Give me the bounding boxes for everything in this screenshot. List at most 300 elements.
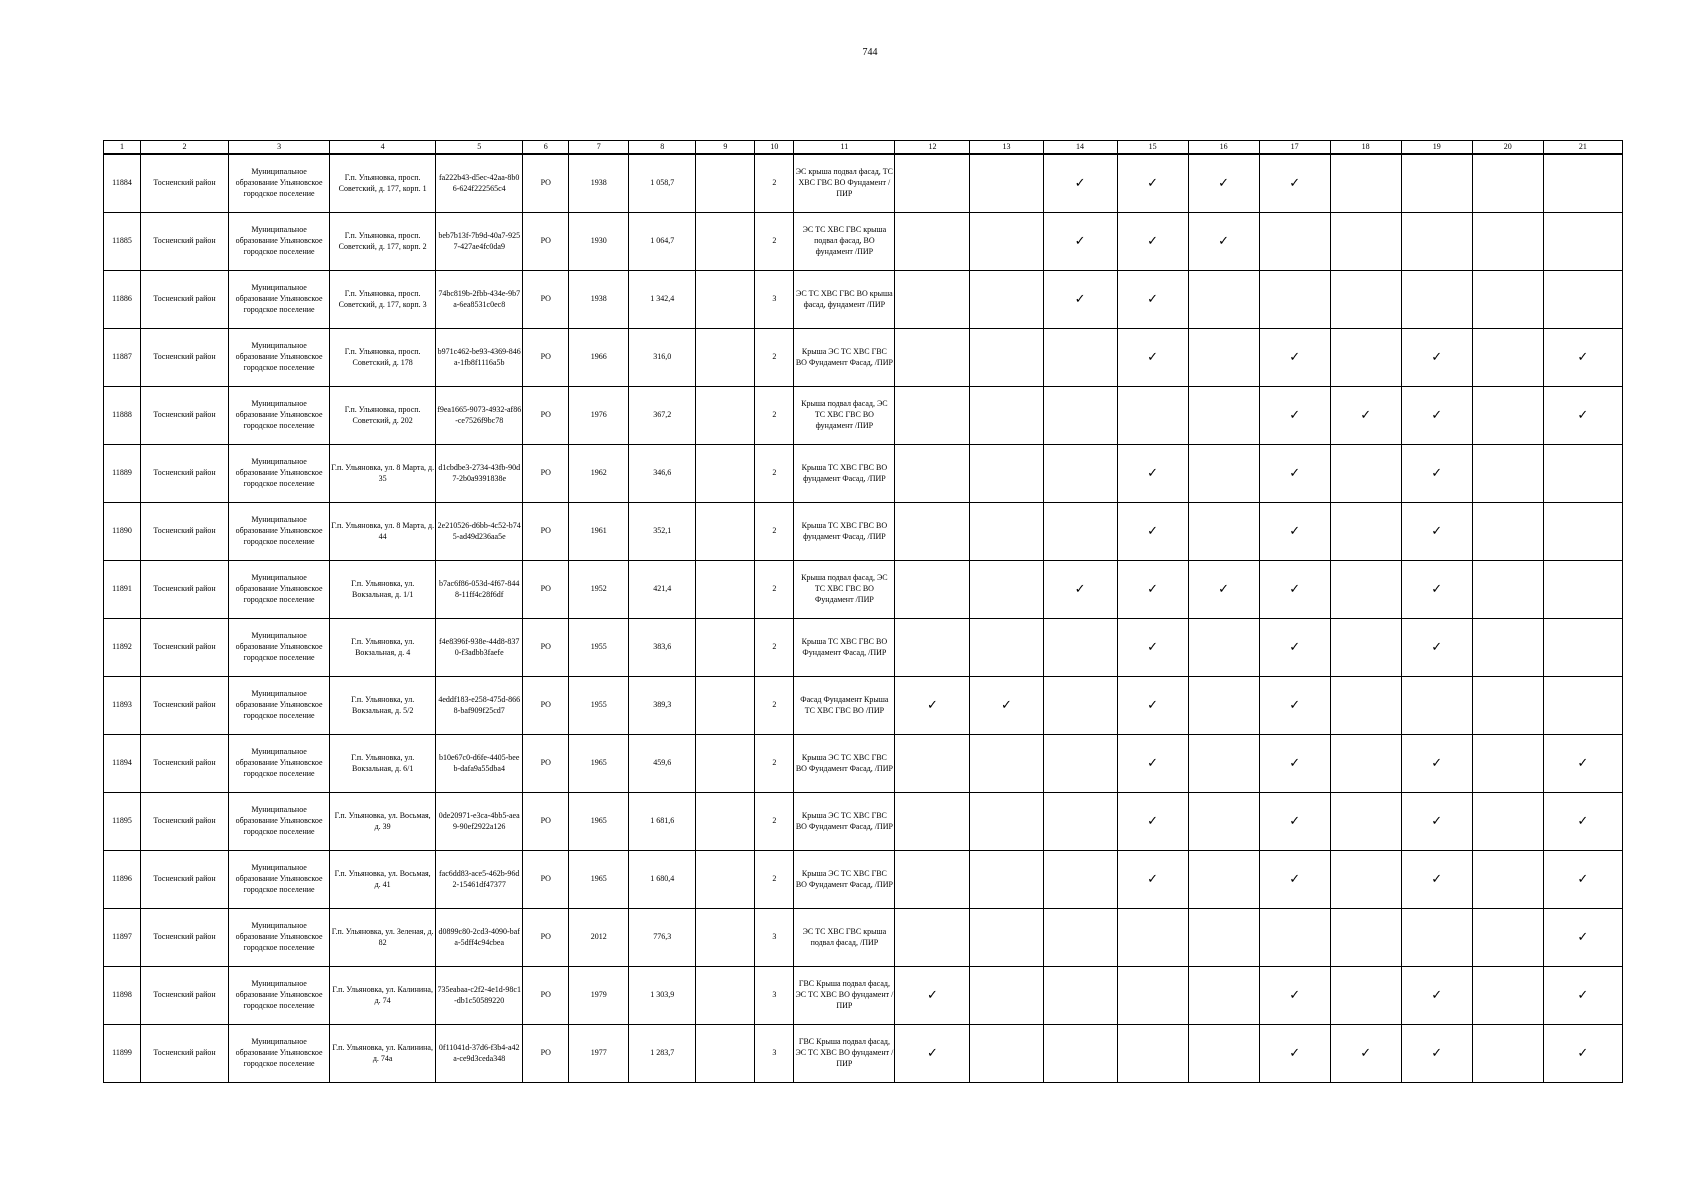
municipality-cell: Муниципальное образование Ульяновское городское поселение <box>229 271 330 329</box>
empty-mark-cell <box>1543 503 1622 561</box>
address-cell: Г.п. Ульяновка, ул. Зеленая, д. 82 <box>330 909 436 967</box>
address-cell: Г.п. Ульяновка, ул. Вокзальная, д. 5/2 <box>330 677 436 735</box>
check-mark-icon: ✓ <box>1259 1025 1330 1083</box>
column-9-cell <box>696 445 755 503</box>
area-cell: 367,2 <box>629 387 696 445</box>
column-number: 16 <box>1188 141 1259 155</box>
ownership-type-cell: РО <box>523 619 569 677</box>
building-guid-cell: b7ac6f86-053d-4f67-8448-11ff4c28f6df <box>436 561 523 619</box>
address-cell: Г.п. Ульяновка, просп. Советский, д. 177, корп. 1 <box>330 154 436 213</box>
municipality-cell: Муниципальное образование Ульяновское городское поселение <box>229 503 330 561</box>
empty-mark-cell <box>970 909 1043 967</box>
empty-mark-cell <box>1188 793 1259 851</box>
check-mark-icon: ✓ <box>1543 793 1622 851</box>
floors-cell: 2 <box>755 154 794 213</box>
empty-mark-cell <box>895 154 970 213</box>
empty-mark-cell <box>1472 677 1543 735</box>
address-cell: Г.п. Ульяновка, просп. Советский, д. 202 <box>330 387 436 445</box>
address-cell: Г.п. Ульяновка, ул. Калинина, д. 74 <box>330 967 436 1025</box>
row-number-cell: 11888 <box>104 387 141 445</box>
empty-mark-cell <box>1188 503 1259 561</box>
empty-mark-cell <box>1259 909 1330 967</box>
check-mark-icon: ✓ <box>1401 735 1472 793</box>
ownership-type-cell: РО <box>523 677 569 735</box>
empty-mark-cell <box>1043 735 1117 793</box>
empty-mark-cell <box>970 213 1043 271</box>
table-row <box>104 909 1623 967</box>
empty-mark-cell <box>1472 561 1543 619</box>
empty-mark-cell <box>970 561 1043 619</box>
column-number: 6 <box>523 141 569 155</box>
address-cell: Г.п. Ульяновка, ул. Восьмая, д. 41 <box>330 851 436 909</box>
empty-mark-cell <box>1043 677 1117 735</box>
empty-mark-cell <box>1259 213 1330 271</box>
district-cell: Тосненский район <box>141 793 229 851</box>
address-cell: Г.п. Ульяновка, ул. 8 Марта, д. 44 <box>330 503 436 561</box>
works-list-cell: Крыша ТС ХВС ГВС ВО фундамент Фасад, /ПИР <box>794 445 895 503</box>
check-mark-icon: ✓ <box>1401 445 1472 503</box>
table-row <box>104 503 1623 561</box>
table-row <box>104 967 1623 1025</box>
municipality-cell: Муниципальное образование Ульяновское городское поселение <box>229 967 330 1025</box>
page-number: 744 <box>862 47 878 58</box>
area-cell: 316,0 <box>629 329 696 387</box>
check-mark-icon: ✓ <box>1188 213 1259 271</box>
check-mark-icon: ✓ <box>1543 735 1622 793</box>
empty-mark-cell <box>1330 851 1401 909</box>
empty-mark-cell <box>1043 387 1117 445</box>
check-mark-icon: ✓ <box>1330 387 1401 445</box>
floors-cell: 2 <box>755 851 794 909</box>
check-mark-icon: ✓ <box>1401 967 1472 1025</box>
address-cell: Г.п. Ульяновка, просп. Советский, д. 177, корп. 3 <box>330 271 436 329</box>
ownership-type-cell: РО <box>523 851 569 909</box>
empty-mark-cell <box>1043 909 1117 967</box>
empty-mark-cell <box>1259 271 1330 329</box>
empty-mark-cell <box>895 561 970 619</box>
build-year-cell: 1938 <box>569 154 629 213</box>
check-mark-icon: ✓ <box>895 1025 970 1083</box>
table-row <box>104 445 1623 503</box>
empty-mark-cell <box>1188 735 1259 793</box>
works-list-cell: ГВС Крыша подвал фасад, ЭС ТС ХВС ВО фундамент /ПИР <box>794 1025 895 1083</box>
check-mark-icon: ✓ <box>1543 967 1622 1025</box>
ownership-type-cell: РО <box>523 793 569 851</box>
empty-mark-cell <box>895 271 970 329</box>
empty-mark-cell <box>1401 677 1472 735</box>
empty-mark-cell <box>1330 445 1401 503</box>
empty-mark-cell <box>1117 387 1188 445</box>
check-mark-icon: ✓ <box>1259 445 1330 503</box>
building-guid-cell: f9ea1665-9073-4932-af86-ce7526f9bc78 <box>436 387 523 445</box>
empty-mark-cell <box>1401 213 1472 271</box>
empty-mark-cell <box>970 967 1043 1025</box>
register-table <box>103 140 1623 1083</box>
check-mark-icon: ✓ <box>1259 561 1330 619</box>
empty-mark-cell <box>1117 967 1188 1025</box>
column-9-cell <box>696 387 755 445</box>
municipality-cell: Муниципальное образование Ульяновское городское поселение <box>229 154 330 213</box>
empty-mark-cell <box>1043 619 1117 677</box>
column-number: 18 <box>1330 141 1401 155</box>
empty-mark-cell <box>970 445 1043 503</box>
empty-mark-cell <box>970 271 1043 329</box>
district-cell: Тосненский район <box>141 909 229 967</box>
check-mark-icon: ✓ <box>1330 1025 1401 1083</box>
ownership-type-cell: РО <box>523 503 569 561</box>
empty-mark-cell <box>895 909 970 967</box>
municipality-cell: Муниципальное образование Ульяновское городское поселение <box>229 619 330 677</box>
building-guid-cell: 0f11041d-37d6-f3b4-a42a-ce9d3ceda348 <box>436 1025 523 1083</box>
empty-mark-cell <box>1330 967 1401 1025</box>
check-mark-icon: ✓ <box>895 967 970 1025</box>
works-list-cell: Крыша ТС ХВС ГВС ВО Фундамент Фасад, /ПИР <box>794 619 895 677</box>
empty-mark-cell <box>1472 909 1543 967</box>
column-number: 7 <box>569 141 629 155</box>
building-guid-cell: fac6dd83-ace5-462b-96d2-15461df47377 <box>436 851 523 909</box>
column-9-cell <box>696 503 755 561</box>
check-mark-icon: ✓ <box>1043 271 1117 329</box>
district-cell: Тосненский район <box>141 1025 229 1083</box>
municipality-cell: Муниципальное образование Ульяновское городское поселение <box>229 213 330 271</box>
empty-mark-cell <box>1330 271 1401 329</box>
ownership-type-cell: РО <box>523 561 569 619</box>
build-year-cell: 1977 <box>569 1025 629 1083</box>
empty-mark-cell <box>970 503 1043 561</box>
empty-mark-cell <box>1188 445 1259 503</box>
column-number: 2 <box>141 141 229 155</box>
check-mark-icon: ✓ <box>1401 851 1472 909</box>
column-number: 8 <box>629 141 696 155</box>
district-cell: Тосненский район <box>141 503 229 561</box>
works-list-cell: Крыша подвал фасад, ЭС ТС ХВС ГВС ВО Фундамент /ПИР <box>794 561 895 619</box>
row-number-cell: 11899 <box>104 1025 141 1083</box>
check-mark-icon: ✓ <box>1259 677 1330 735</box>
check-mark-icon: ✓ <box>1117 561 1188 619</box>
area-cell: 459,6 <box>629 735 696 793</box>
municipality-cell: Муниципальное образование Ульяновское городское поселение <box>229 329 330 387</box>
column-number: 11 <box>794 141 895 155</box>
empty-mark-cell <box>1401 909 1472 967</box>
row-number-cell: 11889 <box>104 445 141 503</box>
empty-mark-cell <box>970 793 1043 851</box>
check-mark-icon: ✓ <box>1401 503 1472 561</box>
floors-cell: 3 <box>755 271 794 329</box>
ownership-type-cell: РО <box>523 329 569 387</box>
build-year-cell: 1965 <box>569 735 629 793</box>
empty-mark-cell <box>1472 735 1543 793</box>
build-year-cell: 1965 <box>569 793 629 851</box>
check-mark-icon: ✓ <box>1259 851 1330 909</box>
district-cell: Тосненский район <box>141 619 229 677</box>
works-list-cell: Крыша ЭС ТС ХВС ГВС ВО Фундамент Фасад, /ПИР <box>794 851 895 909</box>
district-cell: Тосненский район <box>141 213 229 271</box>
empty-mark-cell <box>1543 561 1622 619</box>
empty-mark-cell <box>1472 329 1543 387</box>
empty-mark-cell <box>970 619 1043 677</box>
building-guid-cell: 74bc819b-2fbb-434e-9b7a-6ea8531c0ec8 <box>436 271 523 329</box>
build-year-cell: 1938 <box>569 271 629 329</box>
floors-cell: 2 <box>755 735 794 793</box>
empty-mark-cell <box>1043 1025 1117 1083</box>
check-mark-icon: ✓ <box>1259 619 1330 677</box>
address-cell: Г.п. Ульяновка, ул. Вокзальная, д. 6/1 <box>330 735 436 793</box>
column-number: 13 <box>970 141 1043 155</box>
empty-mark-cell <box>895 851 970 909</box>
floors-cell: 3 <box>755 909 794 967</box>
column-number: 1 <box>104 141 141 155</box>
check-mark-icon: ✓ <box>1259 793 1330 851</box>
empty-mark-cell <box>895 445 970 503</box>
row-number-cell: 11892 <box>104 619 141 677</box>
empty-mark-cell <box>1188 967 1259 1025</box>
empty-mark-cell <box>1472 387 1543 445</box>
check-mark-icon: ✓ <box>1543 851 1622 909</box>
empty-mark-cell <box>1043 329 1117 387</box>
empty-mark-cell <box>1188 1025 1259 1083</box>
area-cell: 1 064,7 <box>629 213 696 271</box>
empty-mark-cell <box>1043 445 1117 503</box>
check-mark-icon: ✓ <box>895 677 970 735</box>
works-list-cell: Крыша ЭС ТС ХВС ГВС ВО Фундамент Фасад, /ПИР <box>794 735 895 793</box>
address-cell: Г.п. Ульяновка, ул. 8 Марта, д. 35 <box>330 445 436 503</box>
table-row <box>104 1025 1623 1083</box>
area-cell: 1 680,4 <box>629 851 696 909</box>
empty-mark-cell <box>895 387 970 445</box>
ownership-type-cell: РО <box>523 967 569 1025</box>
floors-cell: 2 <box>755 503 794 561</box>
column-number: 21 <box>1543 141 1622 155</box>
works-list-cell: ЭС ТС ХВС ГВС ВО крыша фасад, фундамент /ПИР <box>794 271 895 329</box>
check-mark-icon: ✓ <box>1259 387 1330 445</box>
column-number: 14 <box>1043 141 1117 155</box>
empty-mark-cell <box>1043 503 1117 561</box>
empty-mark-cell <box>895 329 970 387</box>
works-list-cell: Фасад Фундамент Крыша ТС ХВС ГВС ВО /ПИР <box>794 677 895 735</box>
ownership-type-cell: РО <box>523 387 569 445</box>
floors-cell: 3 <box>755 967 794 1025</box>
floors-cell: 2 <box>755 213 794 271</box>
check-mark-icon: ✓ <box>1043 154 1117 213</box>
empty-mark-cell <box>1472 619 1543 677</box>
empty-mark-cell <box>1472 1025 1543 1083</box>
table-row <box>104 387 1623 445</box>
building-guid-cell: 4eddf183-e258-475d-8668-baf909f25cd7 <box>436 677 523 735</box>
ownership-type-cell: РО <box>523 735 569 793</box>
area-cell: 1 303,9 <box>629 967 696 1025</box>
column-number: 5 <box>436 141 523 155</box>
table-row <box>104 271 1623 329</box>
empty-mark-cell <box>1117 909 1188 967</box>
empty-mark-cell <box>1188 909 1259 967</box>
check-mark-icon: ✓ <box>1117 329 1188 387</box>
ownership-type-cell: РО <box>523 271 569 329</box>
column-9-cell <box>696 677 755 735</box>
empty-mark-cell <box>1543 445 1622 503</box>
municipality-cell: Муниципальное образование Ульяновское городское поселение <box>229 909 330 967</box>
district-cell: Тосненский район <box>141 387 229 445</box>
build-year-cell: 1952 <box>569 561 629 619</box>
district-cell: Тосненский район <box>141 154 229 213</box>
check-mark-icon: ✓ <box>1543 1025 1622 1083</box>
empty-mark-cell <box>1401 271 1472 329</box>
empty-mark-cell <box>1188 271 1259 329</box>
floors-cell: 2 <box>755 793 794 851</box>
empty-mark-cell <box>1472 271 1543 329</box>
column-9-cell <box>696 851 755 909</box>
building-guid-cell: beb7b13f-7b9d-40a7-9257-427ae4fc0da9 <box>436 213 523 271</box>
row-number-cell: 11890 <box>104 503 141 561</box>
table-row <box>104 619 1623 677</box>
empty-mark-cell <box>1330 154 1401 213</box>
address-cell: Г.п. Ульяновка, просп. Советский, д. 177, корп. 2 <box>330 213 436 271</box>
column-9-cell <box>696 329 755 387</box>
works-list-cell: ГВС Крыша подвал фасад, ЭС ТС ХВС ВО фундамент /ПИР <box>794 967 895 1025</box>
district-cell: Тосненский район <box>141 677 229 735</box>
column-number: 4 <box>330 141 436 155</box>
row-number-cell: 11884 <box>104 154 141 213</box>
district-cell: Тосненский район <box>141 271 229 329</box>
works-list-cell: Крыша подвал фасад, ЭС ТС ХВС ГВС ВО фундамент /ПИР <box>794 387 895 445</box>
empty-mark-cell <box>1472 154 1543 213</box>
area-cell: 1 681,6 <box>629 793 696 851</box>
check-mark-icon: ✓ <box>1117 271 1188 329</box>
column-number-row <box>104 141 1623 155</box>
check-mark-icon: ✓ <box>1117 213 1188 271</box>
empty-mark-cell <box>1330 793 1401 851</box>
row-number-cell: 11885 <box>104 213 141 271</box>
floors-cell: 2 <box>755 561 794 619</box>
column-number: 12 <box>895 141 970 155</box>
check-mark-icon: ✓ <box>1117 445 1188 503</box>
check-mark-icon: ✓ <box>1401 561 1472 619</box>
empty-mark-cell <box>1472 793 1543 851</box>
check-mark-icon: ✓ <box>970 677 1043 735</box>
column-number: 15 <box>1117 141 1188 155</box>
build-year-cell: 1930 <box>569 213 629 271</box>
building-guid-cell: b971c462-be93-4369-846a-1fb8f1116a5b <box>436 329 523 387</box>
column-number: 17 <box>1259 141 1330 155</box>
floors-cell: 3 <box>755 1025 794 1083</box>
building-guid-cell: 735eabaa-c2f2-4e1d-98c1-db1c50589220 <box>436 967 523 1025</box>
check-mark-icon: ✓ <box>1259 735 1330 793</box>
empty-mark-cell <box>1330 503 1401 561</box>
table-row <box>104 793 1623 851</box>
check-mark-icon: ✓ <box>1043 213 1117 271</box>
empty-mark-cell <box>895 619 970 677</box>
row-number-cell: 11887 <box>104 329 141 387</box>
works-list-cell: Крыша ТС ХВС ГВС ВО фундамент Фасад, /ПИР <box>794 503 895 561</box>
empty-mark-cell <box>1543 619 1622 677</box>
check-mark-icon: ✓ <box>1543 329 1622 387</box>
empty-mark-cell <box>1472 213 1543 271</box>
table-row <box>104 329 1623 387</box>
empty-mark-cell <box>970 735 1043 793</box>
empty-mark-cell <box>1188 677 1259 735</box>
empty-mark-cell <box>1472 967 1543 1025</box>
empty-mark-cell <box>1330 735 1401 793</box>
check-mark-icon: ✓ <box>1117 793 1188 851</box>
table-body <box>104 141 1623 1083</box>
column-9-cell <box>696 793 755 851</box>
municipality-cell: Муниципальное образование Ульяновское городское поселение <box>229 1025 330 1083</box>
floors-cell: 2 <box>755 329 794 387</box>
ownership-type-cell: РО <box>523 1025 569 1083</box>
empty-mark-cell <box>970 154 1043 213</box>
area-cell: 389,3 <box>629 677 696 735</box>
check-mark-icon: ✓ <box>1401 793 1472 851</box>
ownership-type-cell: РО <box>523 909 569 967</box>
area-cell: 776,3 <box>629 909 696 967</box>
floors-cell: 2 <box>755 445 794 503</box>
district-cell: Тосненский район <box>141 851 229 909</box>
area-cell: 1 283,7 <box>629 1025 696 1083</box>
build-year-cell: 2012 <box>569 909 629 967</box>
ownership-type-cell: РО <box>523 445 569 503</box>
empty-mark-cell <box>1330 213 1401 271</box>
ownership-type-cell: РО <box>523 154 569 213</box>
column-9-cell <box>696 271 755 329</box>
building-guid-cell: fa222b43-d5ec-42aa-8b06-624f222565c4 <box>436 154 523 213</box>
building-guid-cell: 0de20971-e3ca-4bb5-aea9-90ef2922a126 <box>436 793 523 851</box>
empty-mark-cell <box>1043 851 1117 909</box>
build-year-cell: 1955 <box>569 619 629 677</box>
empty-mark-cell <box>1472 851 1543 909</box>
table-row <box>104 735 1623 793</box>
building-guid-cell: d1cbdbe3-2734-43fb-90d7-2b0a9391838e <box>436 445 523 503</box>
empty-mark-cell <box>1543 677 1622 735</box>
check-mark-icon: ✓ <box>1117 503 1188 561</box>
row-number-cell: 11898 <box>104 967 141 1025</box>
column-9-cell <box>696 561 755 619</box>
build-year-cell: 1965 <box>569 851 629 909</box>
build-year-cell: 1976 <box>569 387 629 445</box>
empty-mark-cell <box>970 1025 1043 1083</box>
empty-mark-cell <box>1188 329 1259 387</box>
check-mark-icon: ✓ <box>1401 329 1472 387</box>
empty-mark-cell <box>895 735 970 793</box>
row-number-cell: 11895 <box>104 793 141 851</box>
column-9-cell <box>696 213 755 271</box>
empty-mark-cell <box>1472 503 1543 561</box>
municipality-cell: Муниципальное образование Ульяновское городское поселение <box>229 561 330 619</box>
check-mark-icon: ✓ <box>1401 387 1472 445</box>
empty-mark-cell <box>1330 561 1401 619</box>
empty-mark-cell <box>1330 619 1401 677</box>
empty-mark-cell <box>1188 851 1259 909</box>
works-list-cell: ЭС крыша подвал фасад, ТС ХВС ГВС ВО Фундамент /ПИР <box>794 154 895 213</box>
column-number: 20 <box>1472 141 1543 155</box>
municipality-cell: Муниципальное образование Ульяновское городское поселение <box>229 793 330 851</box>
district-cell: Тосненский район <box>141 967 229 1025</box>
municipality-cell: Муниципальное образование Ульяновское городское поселение <box>229 735 330 793</box>
empty-mark-cell <box>1043 793 1117 851</box>
ownership-type-cell: РО <box>523 213 569 271</box>
check-mark-icon: ✓ <box>1188 154 1259 213</box>
empty-mark-cell <box>1472 445 1543 503</box>
column-number: 3 <box>229 141 330 155</box>
floors-cell: 2 <box>755 677 794 735</box>
table-row <box>104 677 1623 735</box>
check-mark-icon: ✓ <box>1117 677 1188 735</box>
works-list-cell: Крыша ЭС ТС ХВС ГВС ВО Фундамент Фасад, /ПИР <box>794 793 895 851</box>
check-mark-icon: ✓ <box>1259 503 1330 561</box>
empty-mark-cell <box>895 213 970 271</box>
empty-mark-cell <box>1188 619 1259 677</box>
district-cell: Тосненский район <box>141 445 229 503</box>
district-cell: Тосненский район <box>141 561 229 619</box>
municipality-cell: Муниципальное образование Ульяновское городское поселение <box>229 851 330 909</box>
